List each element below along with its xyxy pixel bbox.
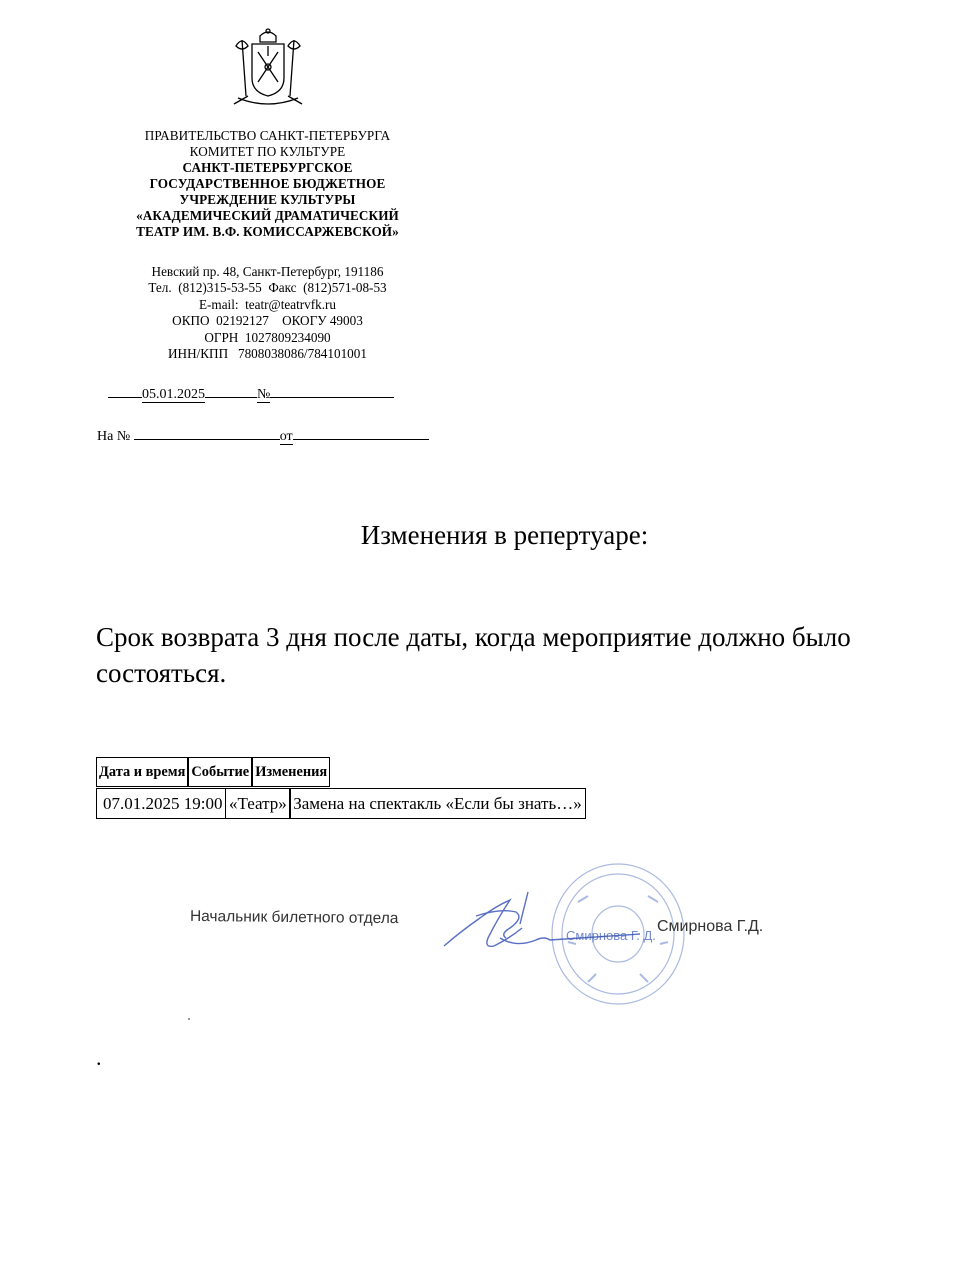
- table-row: [96, 788, 586, 819]
- coat-of-arms-icon: [228, 26, 308, 110]
- column-header-datetime: Дата и время: [96, 757, 188, 787]
- stamp-name: Смирнова Г. Д.: [566, 928, 656, 943]
- reference-from: от: [279, 429, 293, 444]
- header-line-org-2: ГОСУДАРСТВЕННОЕ БЮДЖЕТНОЕ: [149, 176, 386, 191]
- registration-date: 05.01.2025: [142, 387, 205, 402]
- header-line-government: ПРАВИТЕЛЬСТВО САНКТ-ПЕТЕРБУРГА: [144, 128, 391, 143]
- signatory-name: Смирнова Г.Д.: [657, 918, 764, 935]
- registration-line: [108, 387, 394, 403]
- column-header-changes: Изменения: [252, 757, 330, 787]
- contact-block: [90, 264, 445, 362]
- organization-header: [90, 128, 445, 240]
- cell-changes: Замена на спектакль «Если бы знать…»: [289, 788, 586, 819]
- ogrn: ОГРН 1027809234090: [204, 329, 331, 345]
- table-header-row: [96, 757, 330, 787]
- signatory-position: Начальник билетного отдела: [189, 907, 399, 928]
- okpo-okogu: ОКПО 02192127 ОКОГУ 49003: [172, 313, 363, 329]
- handwritten-signature-icon: [440, 888, 650, 960]
- cell-datetime: 07.01.2025 19:00: [96, 788, 226, 819]
- registration-number-sign: №: [257, 387, 271, 402]
- address: Невский пр. 48, Санкт-Петербург, 191186: [151, 264, 384, 279]
- return-policy-text: Срок возврата 3 дня после даты, когда мероприятие должно было состояться.: [96, 622, 851, 688]
- header-line-committee: КОМИТЕТ ПО КУЛЬТУРЕ: [189, 144, 346, 159]
- repertoire-table: [96, 757, 330, 787]
- footer-mark: .: [96, 1045, 102, 1070]
- header-line-org-4: «АКАДЕМИЧЕСКИЙ ДРАМАТИЧЕСКИЙ: [136, 208, 399, 223]
- inn-kpp: ИНН/КПП 7808038086/784101001: [168, 346, 367, 362]
- document-heading: Изменения в репертуаре:: [360, 520, 649, 550]
- column-header-event: Событие: [188, 757, 252, 787]
- reference-line: [97, 429, 429, 445]
- reference-prefix: На №: [97, 429, 131, 444]
- phone-fax: Тел. (812)315-53-55 Факс (812)571-08-53: [148, 280, 387, 296]
- email: E-mail: teatr@teatrvfk.ru: [198, 296, 336, 312]
- cell-event: «Театр»: [225, 788, 291, 819]
- scan-speck: [188, 1018, 190, 1020]
- header-line-org-1: САНКТ-ПЕТЕРБУРГСКОЕ: [182, 160, 353, 175]
- header-line-org-5: ТЕАТР ИМ. В.Ф. КОМИССАРЖЕВСКОЙ»: [136, 224, 399, 239]
- header-line-org-3: УЧРЕЖДЕНИЕ КУЛЬТУРЫ: [179, 192, 356, 207]
